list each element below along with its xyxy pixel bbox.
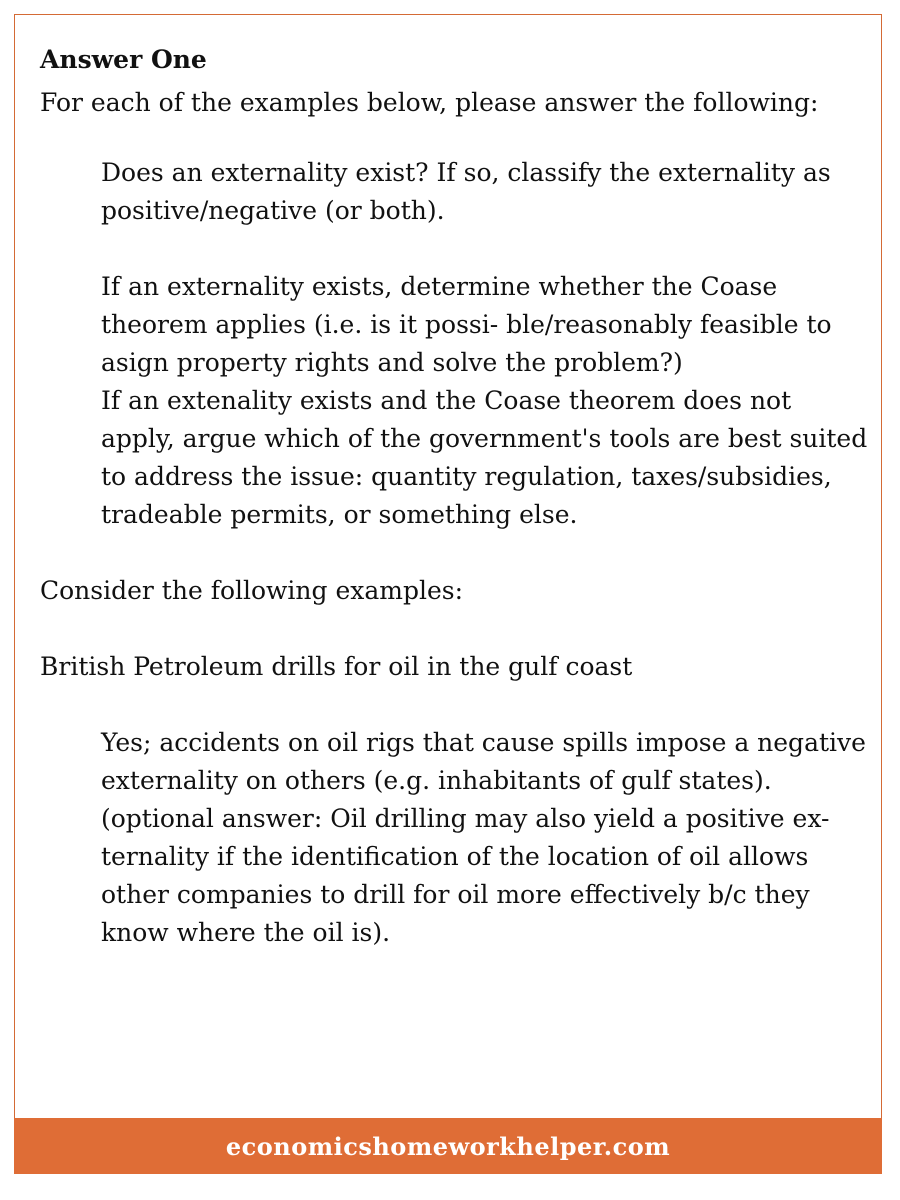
examples-intro: Consider the following examples: xyxy=(40,576,464,605)
question-3: If an extenality exists and the Coase theorem does not apply, argue which of the government's tools are best suited to address the issue: quantity regulation, taxes/subsidies, tradeable permits, or something else. xyxy=(101,386,868,529)
document-content xyxy=(40,44,870,952)
example-1-title: British Petroleum drills for oil in the gulf coast xyxy=(40,652,633,681)
intro-text: For each of the examples below, please answer the following: xyxy=(40,88,819,117)
footer-banner xyxy=(14,1118,882,1174)
answer-heading: Answer One xyxy=(40,45,207,74)
example-1-answer: Yes; accidents on oil rigs that cause spills impose a negative externality on others (e.g. inhabitants of gulf states). (optional answer: Oil drilling may also yield a positive ex- ternality if the identification of the location of oil allows other companies to drill for oil more effectively b/c they know where the oil is). xyxy=(101,728,866,947)
footer-site-link[interactable]: economicshomeworkhelper.com xyxy=(225,1131,671,1161)
question-2: If an externality exists, determine whether the Coase theorem applies (i.e. is it possi- ble/reasonably feasible to asign property rights and solve the problem?) xyxy=(101,272,832,377)
question-1: Does an externality exist? If so, classify the externality as positive/negative (or both). xyxy=(101,158,831,225)
